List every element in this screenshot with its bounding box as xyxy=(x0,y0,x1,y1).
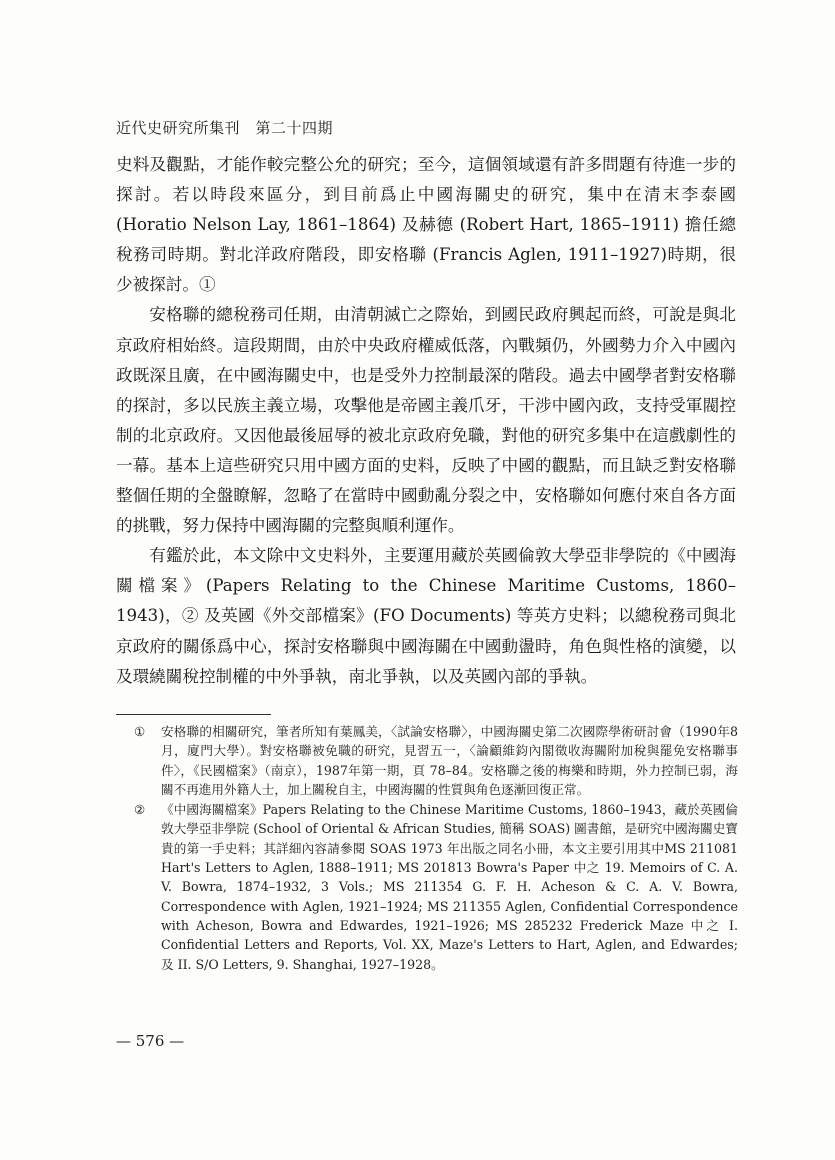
footnote-text: 《中國海關檔案》Papers Relating to the Chinese Maritime Customs, 1860–1943，藏於英國倫敦大學亞非學院 (School of Oriental & African Studies, 簡稱 SOAS) 圖書館，是研究中國海關史寶貴的第一手史料；其詳細內容請參閱 SOAS 1973 年出版之同名小冊，本文主要引用其中MS 211081 Hart's Letters to Aglen, 1888–1911; MS 201813 Bowra's Paper 中之 19. Memoirs of C. A. V. Bowra, 1874–1932, 3 Vols.; MS 211354 G. F. H. Acheson & C. A. V. Bowra, Correspondence with Aglen, 1921–1924; MS 211355 Aglen, Confidential Correspondence with Acheson, Bowra and Edwardes, 1921–1926; MS 285232 Frederick Maze 中之 I. Confidential Letters and Reports, Vol. XX, Maze's Letters to Hart, Aglen, and Edwardes; 及 II. S/O Letters, 9. Shanghai, 1927–1928。 xyxy=(161,802,738,972)
footnote-marker: ① xyxy=(134,724,146,739)
footnote-divider xyxy=(116,714,271,715)
paragraph-3: 有鑑於此，本文除中文史料外，主要運用藏於英國倫敦大學亞非學院的《中國海關檔案》(Papers Relating to the Chinese Maritime Customs, 1860–1943)，② 及英國《外交部檔案》(FO Documents) 等英方史料；以總稅務司與北京政府的關係爲中心，探討安格聯與中國海關在中國動盪時，角色與性格的演變，以及環繞關稅控制權的中外爭執，南北爭執，以及英國內部的爭執。 xyxy=(116,546,736,686)
page-number: — 576 — xyxy=(116,1032,185,1050)
paragraph-1: 史料及觀點，才能作較完整公允的研究；至今，這個領域還有許多問題有待進一步的探討。若以時段來區分，到目前爲止中國海關史的研究，集中在清末李泰國 (Horatio Nelson Lay, 1861–1864) 及赫德 (Robert Hart, 1865–1911) 擔任總稅務司時期。對北洋政府階段，即安格聯 (Francis Aglen, 1911–1927)時期，很少被探討。① xyxy=(116,155,736,295)
main-text xyxy=(116,150,736,692)
footnote-1 xyxy=(134,722,738,799)
footnote-2 xyxy=(134,800,738,974)
footnotes xyxy=(134,722,738,975)
footnote-text: 安格聯的相關研究，筆者所知有葉鳳美，〈試論安格聯〉，中國海關史第二次國際學術研討會（1990年8月，廈門大學）。對安格聯被免職的研究，見習五一，〈論顧維鈞內閣徵收海關附加稅與罷免安格聯事件〉，《民國檔案》（南京），1987年第一期，頁 78–84。安格聯之後的梅樂和時期，外力控制已弱，海關不再進用外籍人士，加上關稅自主，中國海關的性質與角色逐漸回復正常。 xyxy=(161,724,738,797)
footnote-marker: ② xyxy=(134,802,146,818)
running-header: 近代史研究所集刊 第二十四期 xyxy=(116,119,334,137)
paragraph-2: 安格聯的總稅務司任期，由清朝滅亡之際始，到國民政府興起而終，可說是與北京政府相始終。這段期間，由於中央政府權威低落，內戰頻仍，外國勢力介入中國內政既深且廣，在中國海關史中，也是受外力控制最深的階段。過去中國學者對安格聯的探討，多以民族主義立場，攻擊他是帝國主義爪牙，干涉中國內政，支持受軍閥控制的北京政府。又因他最後屈辱的被北京政府免職，對他的研究多集中在這戲劇性的一幕。基本上這些研究只用中國方面的史料，反映了中國的觀點，而且缺乏對安格聯整個任期的全盤瞭解，忽略了在當時中國動亂分裂之中，安格聯如何應付來自各方面的挑戰，努力保持中國海關的完整與順利運作。 xyxy=(116,305,736,536)
